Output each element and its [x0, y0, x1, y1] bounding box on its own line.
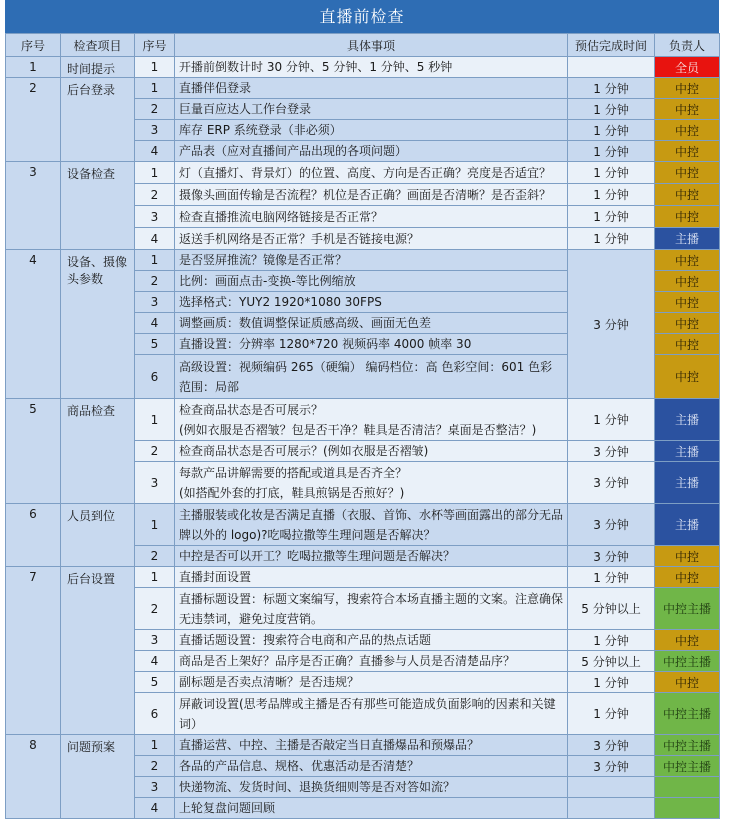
header-item-no: 序号 — [135, 34, 175, 57]
header-detail: 具体事项 — [175, 34, 568, 57]
item-detail: 调整画质：数值调整保证质感高级、画面无色差 — [175, 313, 568, 334]
est-time: 1 分钟 — [568, 99, 655, 120]
est-time: 1 分钟 — [568, 693, 655, 735]
item-number: 4 — [135, 798, 175, 819]
item-detail: 巨量百应达人工作台登录 — [175, 99, 568, 120]
item-number: 4 — [135, 651, 175, 672]
item-number: 3 — [135, 292, 175, 313]
item-number: 1 — [135, 78, 175, 99]
table-row — [6, 504, 720, 546]
owner-badge: 中控主播 — [655, 735, 720, 756]
group-number: 7 — [6, 567, 61, 735]
checklist-sheet — [5, 0, 719, 819]
item-number: 2 — [135, 271, 175, 292]
est-time: 5 分钟以上 — [568, 588, 655, 630]
est-time: 1 分钟 — [568, 141, 655, 162]
est-time: 1 分钟 — [568, 120, 655, 141]
group-number: 2 — [6, 78, 61, 162]
group-number: 4 — [6, 250, 61, 399]
owner-badge: 中控 — [655, 672, 720, 693]
est-time: 3 分钟 — [568, 756, 655, 777]
item-number: 2 — [135, 184, 175, 206]
owner-badge: 中控主播 — [655, 588, 720, 630]
item-number: 1 — [135, 57, 175, 78]
est-time: 1 分钟 — [568, 162, 655, 184]
item-number: 1 — [135, 162, 175, 184]
item-detail: 直播设置：分辨率 1280*720 视频码率 4000 帧率 30 — [175, 334, 568, 355]
group-name: 时间提示 — [61, 57, 135, 78]
item-detail: 商品是否上架好？品序是否正确？直播参与人员是否清楚品序？ — [175, 651, 568, 672]
item-detail: 直播话题设置：搜索符合电商和产品的热点话题 — [175, 630, 568, 651]
est-time: 1 分钟 — [568, 206, 655, 228]
item-number: 5 — [135, 672, 175, 693]
owner-badge — [655, 798, 720, 819]
owner-badge: 主播 — [655, 504, 720, 546]
est-time: 3 分钟 — [568, 735, 655, 756]
item-number: 1 — [135, 735, 175, 756]
owner-badge: 全员 — [655, 57, 720, 78]
owner-badge: 中控 — [655, 334, 720, 355]
header-row — [6, 34, 720, 57]
item-detail: 直播伴侣登录 — [175, 78, 568, 99]
item-number: 4 — [135, 141, 175, 162]
item-number: 2 — [135, 441, 175, 462]
group-number: 3 — [6, 162, 61, 250]
item-number: 1 — [135, 399, 175, 441]
item-number: 4 — [135, 228, 175, 250]
est-time: 3 分钟 — [568, 441, 655, 462]
header-check-item: 检查项目 — [61, 34, 135, 57]
group-name: 后台设置 — [61, 567, 135, 735]
owner-badge: 中控主播 — [655, 651, 720, 672]
item-number: 6 — [135, 693, 175, 735]
item-detail: 产品表（应对直播间产品出现的各项问题） — [175, 141, 568, 162]
item-detail: 比例：画面点击-变换-等比例缩放 — [175, 271, 568, 292]
item-number: 2 — [135, 546, 175, 567]
owner-badge: 中控 — [655, 567, 720, 588]
est-time — [568, 57, 655, 78]
group-name: 人员到位 — [61, 504, 135, 567]
est-time: 1 分钟 — [568, 672, 655, 693]
est-time: 1 分钟 — [568, 184, 655, 206]
est-time: 1 分钟 — [568, 567, 655, 588]
item-number: 2 — [135, 588, 175, 630]
item-number: 3 — [135, 206, 175, 228]
owner-badge: 中控主播 — [655, 756, 720, 777]
group-name: 设备、摄像头参数 — [61, 250, 135, 399]
item-detail: 开播前倒数计时 30 分钟、5 分钟、1 分钟、5 秒钟 — [175, 57, 568, 78]
group-name: 设备检查 — [61, 162, 135, 250]
checklist-body — [6, 57, 720, 819]
owner-badge — [655, 777, 720, 798]
owner-badge: 中控 — [655, 184, 720, 206]
owner-badge: 主播 — [655, 441, 720, 462]
item-detail: 上轮复盘问题回顾 — [175, 798, 568, 819]
item-detail: 是否竖屏推流？镜像是否正常？ — [175, 250, 568, 271]
item-number: 2 — [135, 756, 175, 777]
item-detail: 直播标题设置：标题文案编写，搜索符合本场直播主题的文案。注意确保无违禁词，避免过度营销。 — [175, 588, 568, 630]
item-number: 3 — [135, 462, 175, 504]
owner-badge: 中控 — [655, 292, 720, 313]
group-name: 后台登录 — [61, 78, 135, 162]
item-detail: 检查商品状态是否可展示？ (例如衣服是否褶皱？包是否干净？鞋具是否清洁？桌面是否整洁？) — [175, 399, 568, 441]
item-detail: 中控是否可以开工？吃喝拉撒等生理问题是否解决？ — [175, 546, 568, 567]
table-row — [6, 78, 720, 99]
checklist-table — [5, 33, 720, 819]
item-detail: 选择格式：YUY2 1920*1080 30FPS — [175, 292, 568, 313]
owner-badge: 主播 — [655, 399, 720, 441]
item-number: 2 — [135, 99, 175, 120]
group-number: 5 — [6, 399, 61, 504]
owner-badge: 中控 — [655, 78, 720, 99]
est-time: 1 分钟 — [568, 630, 655, 651]
item-number: 5 — [135, 334, 175, 355]
table-row — [6, 162, 720, 184]
item-detail: 屏蔽词设置(思考品牌或主播是否有那些可能造成负面影响的因素和关键词） — [175, 693, 568, 735]
group-number: 6 — [6, 504, 61, 567]
est-time — [568, 798, 655, 819]
est-time: 5 分钟以上 — [568, 651, 655, 672]
item-number: 3 — [135, 120, 175, 141]
owner-badge: 中控 — [655, 99, 720, 120]
group-number: 1 — [6, 57, 61, 78]
item-detail: 快递物流、发货时间、退换货细则等是否对答如流？ — [175, 777, 568, 798]
owner-badge: 中控 — [655, 630, 720, 651]
item-detail: 直播封面设置 — [175, 567, 568, 588]
est-time: 1 分钟 — [568, 228, 655, 250]
item-detail: 摄像头画面传输是否流程？机位是否正确？画面是否清晰？是否歪斜？ — [175, 184, 568, 206]
owner-badge: 中控 — [655, 250, 720, 271]
est-time: 3 分钟 — [568, 250, 655, 399]
owner-badge: 主播 — [655, 228, 720, 250]
owner-badge: 中控 — [655, 162, 720, 184]
owner-badge: 中控 — [655, 120, 720, 141]
owner-badge: 中控 — [655, 313, 720, 334]
item-detail: 库存 ERP 系统登录（非必须） — [175, 120, 568, 141]
item-detail: 返送手机网络是否正常？手机是否链接电源？ — [175, 228, 568, 250]
est-time — [568, 777, 655, 798]
header-owner: 负责人 — [655, 34, 720, 57]
item-number: 1 — [135, 250, 175, 271]
group-number: 8 — [6, 735, 61, 819]
est-time: 1 分钟 — [568, 399, 655, 441]
item-detail: 检查直播推流电脑网络链接是否正常？ — [175, 206, 568, 228]
est-time: 1 分钟 — [568, 78, 655, 99]
est-time: 3 分钟 — [568, 462, 655, 504]
owner-badge: 主播 — [655, 462, 720, 504]
item-number: 1 — [135, 504, 175, 546]
table-row — [6, 399, 720, 441]
item-detail: 各品的产品信息、规格、优惠活动是否清楚？ — [175, 756, 568, 777]
sheet-title: 直播前检查 — [5, 0, 719, 33]
item-detail: 直播运营、中控、主播是否敲定当日直播爆品和预爆品？ — [175, 735, 568, 756]
owner-badge: 中控 — [655, 206, 720, 228]
group-name: 问题预案 — [61, 735, 135, 819]
item-detail: 高级设置：视频编码 265（硬编） 编码档位：高 色彩空间：601 色彩范围：局部 — [175, 355, 568, 399]
item-detail: 每款产品讲解需要的搭配或道具是否齐全？ (如搭配外套的打底，鞋具煎锅是否煎好？) — [175, 462, 568, 504]
item-number: 3 — [135, 630, 175, 651]
header-group-no: 序号 — [6, 34, 61, 57]
item-number: 4 — [135, 313, 175, 334]
owner-badge: 中控 — [655, 546, 720, 567]
owner-badge: 中控主播 — [655, 693, 720, 735]
table-row — [6, 250, 720, 271]
table-row — [6, 57, 720, 78]
item-number: 6 — [135, 355, 175, 399]
item-detail: 副标题是否卖点清晰？是否违规？ — [175, 672, 568, 693]
item-number: 1 — [135, 567, 175, 588]
table-row — [6, 735, 720, 756]
owner-badge: 中控 — [655, 271, 720, 292]
item-detail: 检查商品状态是否可展示？(例如衣服是否褶皱) — [175, 441, 568, 462]
est-time: 3 分钟 — [568, 504, 655, 546]
group-name: 商品检查 — [61, 399, 135, 504]
table-row — [6, 567, 720, 588]
owner-badge: 中控 — [655, 141, 720, 162]
header-est-time: 预估完成时间 — [568, 34, 655, 57]
owner-badge: 中控 — [655, 355, 720, 399]
est-time: 3 分钟 — [568, 546, 655, 567]
item-number: 3 — [135, 777, 175, 798]
item-detail: 灯（直播灯、背景灯）的位置、高度、方向是否正确？亮度是否适宜？ — [175, 162, 568, 184]
item-detail: 主播服装或化妆是否满足直播（衣服、首饰、水杯等画面露出的部分无品牌以外的 logo)?吃喝拉撒等生理问题是否解决？ — [175, 504, 568, 546]
